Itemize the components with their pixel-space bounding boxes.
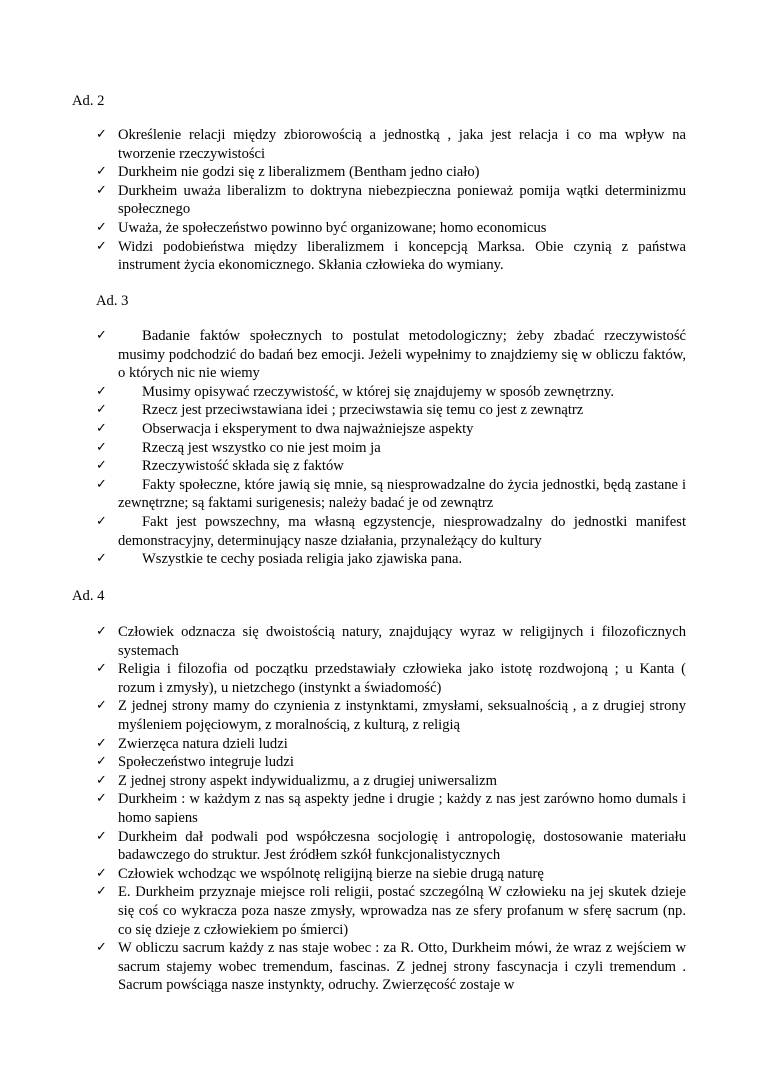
list-item-text: E. Durkheim przyznaje miejsce roli religii, postać szczególną W człowieku na jej skutek dzieje się coś co wykracza poza nasze zmysły, wprowadza nas ze sfery profanum w sferę sacrum (np. co się dzieje z człowiekiem po śmierci): [118, 884, 686, 938]
checkmark-icon: ✓: [96, 754, 107, 770]
checkmark-icon: ✓: [96, 551, 107, 567]
list-item: [96, 753, 686, 772]
list-item: [96, 735, 686, 754]
checkmark-icon: ✓: [96, 219, 107, 235]
checkmark-icon: ✓: [96, 791, 107, 807]
list-item: [96, 219, 686, 238]
list-item: [96, 401, 686, 420]
list-item-text: W obliczu sacrum każdy z nas staje wobec : za R. Otto, Durkheim mówi, że wraz z wejściem w sacrum stajemy wobec tremendum, fascinas. Z jednej strony fascynacja i czyli tremendum . Sacrum powściąga nasze instynkty, odruchy. Zwierzęcość zostaje w: [118, 940, 686, 994]
list-item-text: Durkheim dał podwali pod współczesna socjologię i antropologię, dostosowanie materiału badawczego do struktur. Jest źródłem szkół funkcjonalistycznych: [118, 828, 686, 864]
list-item: [96, 883, 686, 939]
list-item: [96, 828, 686, 865]
checkmark-icon: ✓: [96, 624, 107, 639]
checkmark-icon: ✓: [96, 182, 107, 198]
list-item: [96, 327, 686, 383]
list-item-text: Religia i filozofia od początku przedstawiały człowieka jako istotę rozdwojoną ; u Kanta ( rozum i zmysły), u nietzchego (instynkt a świadomość): [118, 661, 686, 696]
list-item: [96, 476, 686, 513]
list-item-text: Rzeczywistość składa się z faktów: [142, 458, 344, 475]
list-item-text: Wszystkie te cechy posiada religia jako zjawiska pana.: [142, 551, 463, 568]
list-item: [96, 790, 686, 827]
checkmark-icon: ✓: [96, 439, 107, 455]
list-item-text: Społeczeństwo integruje ludzi: [118, 754, 294, 771]
list-item-text: Zwierzęca natura dzieli ludzi: [118, 735, 288, 752]
section-heading-ad2: Ad. 2: [72, 93, 105, 109]
checkmark-icon: ✓: [96, 383, 107, 399]
list-item: [96, 660, 686, 697]
list-item: [96, 457, 686, 476]
list-item-text: Uważa, że społeczeństwo powinno być organizowane; homo economicus: [118, 219, 547, 236]
list-item-text: Durkheim nie godzi się z liberalizmem (Bentham jedno ciało): [118, 164, 480, 181]
list-item-text: Z jednej strony mamy do czynienia z instynktami, zmysłami, seksualnością , a z drugiej strony myśleniem pojęciowym, z moralnością, z kulturą, z religią: [118, 698, 686, 733]
list-item: [96, 513, 686, 550]
checkmark-icon: ✓: [96, 698, 107, 714]
list-item-text: Badanie faktów społecznych to postulat metodologiczny; żeby zbadać rzeczywistość musimy podchodzić do badań bez emocji. Jeżeli wypełnimy to znajdziemy się w obliczu faktów, o których nic nie wiemy: [118, 328, 686, 382]
list-item-text: Fakt jest powszechny, ma własną egzystencje, niesprowadzalny do jednostki manifest demonstracyjny, determinujący nasze działania, przynależący do kultury: [118, 513, 686, 549]
list-item-text: Człowiek odznacza się dwoistością natury, znajdujący wyraz w religijnych i filozoficznych systemach: [118, 624, 686, 659]
list-item: [96, 163, 686, 182]
checklist-ad4: [96, 623, 686, 995]
checklist-ad3: [96, 327, 686, 569]
list-item: [96, 865, 686, 884]
checkmark-icon: ✓: [96, 735, 107, 751]
checkmark-icon: ✓: [96, 661, 107, 677]
list-item: [96, 439, 686, 458]
list-item-text: Durkheim : w każdym z nas są aspekty jedne i drugie ; każdy z nas jest zarówno homo dumals i homo sapiens: [118, 791, 686, 826]
list-item: [96, 772, 686, 791]
checkmark-icon: ✓: [96, 865, 107, 881]
list-item: [96, 420, 686, 439]
list-item: [96, 182, 686, 219]
checkmark-icon: ✓: [96, 884, 107, 900]
checkmark-icon: ✓: [96, 828, 107, 844]
checkmark-icon: ✓: [96, 420, 107, 436]
checkmark-icon: ✓: [96, 476, 107, 492]
list-item-text: Obserwacja i eksperyment to dwa najważniejsze aspekty: [142, 420, 474, 437]
list-item: [96, 383, 686, 402]
list-item: [96, 697, 686, 734]
checkmark-icon: ✓: [96, 940, 107, 956]
list-item: [96, 623, 686, 660]
checkmark-icon: ✓: [96, 164, 107, 180]
checkmark-icon: ✓: [96, 772, 107, 788]
list-item: [96, 126, 686, 163]
list-item-text: Fakty społeczne, które jawią się mnie, są niesprowadzalne do życia jednostki, będą zastane i zewnętrzne; są faktami surigenesis; należy badać je od zewnątrz: [118, 476, 686, 512]
list-item-text: Z jednej strony aspekt indywidualizmu, a z drugiej uniwersalizm: [118, 772, 497, 789]
checkmark-icon: ✓: [96, 328, 107, 343]
list-item-text: Rzecz jest przeciwstawiana idei ; przeciwstawia się temu co jest z zewnątrz: [142, 402, 584, 419]
checklist-ad2: [96, 126, 686, 275]
list-item-text: Widzi podobieństwa między liberalizmem i koncepcją Marksa. Obie czynią z państwa instrument życia ekonomicznego. Skłania człowieka do wymiany.: [118, 238, 686, 274]
checkmark-icon: ✓: [96, 513, 107, 529]
checkmark-icon: ✓: [96, 238, 107, 254]
list-item: [96, 550, 686, 569]
section-heading-ad3: Ad. 3: [96, 293, 129, 309]
list-item-text: Durkheim uważa liberalizm to doktryna niebezpieczna ponieważ pomija wątki determinizmu społecznego: [118, 182, 686, 218]
list-item-text: Musimy opisywać rzeczywistość, w której się znajdujemy w sposób zewnętrzny.: [142, 383, 615, 400]
list-item: [96, 238, 686, 275]
section-heading-ad4: Ad. 4: [72, 588, 105, 604]
list-item: [96, 939, 686, 995]
checkmark-icon: ✓: [96, 458, 107, 474]
list-item-text: Określenie relacji między zbiorowością a jednostką , jaka jest relacja i co ma wpływ na tworzenie rzeczywistości: [118, 127, 686, 162]
list-item-text: Rzeczą jest wszystko co nie jest moim ja: [142, 439, 381, 456]
checkmark-icon: ✓: [96, 402, 107, 418]
list-item-text: Człowiek wchodząc we wspólnotę religijną bierze na siebie drugą naturę: [118, 865, 544, 882]
checkmark-icon: ✓: [96, 127, 107, 142]
